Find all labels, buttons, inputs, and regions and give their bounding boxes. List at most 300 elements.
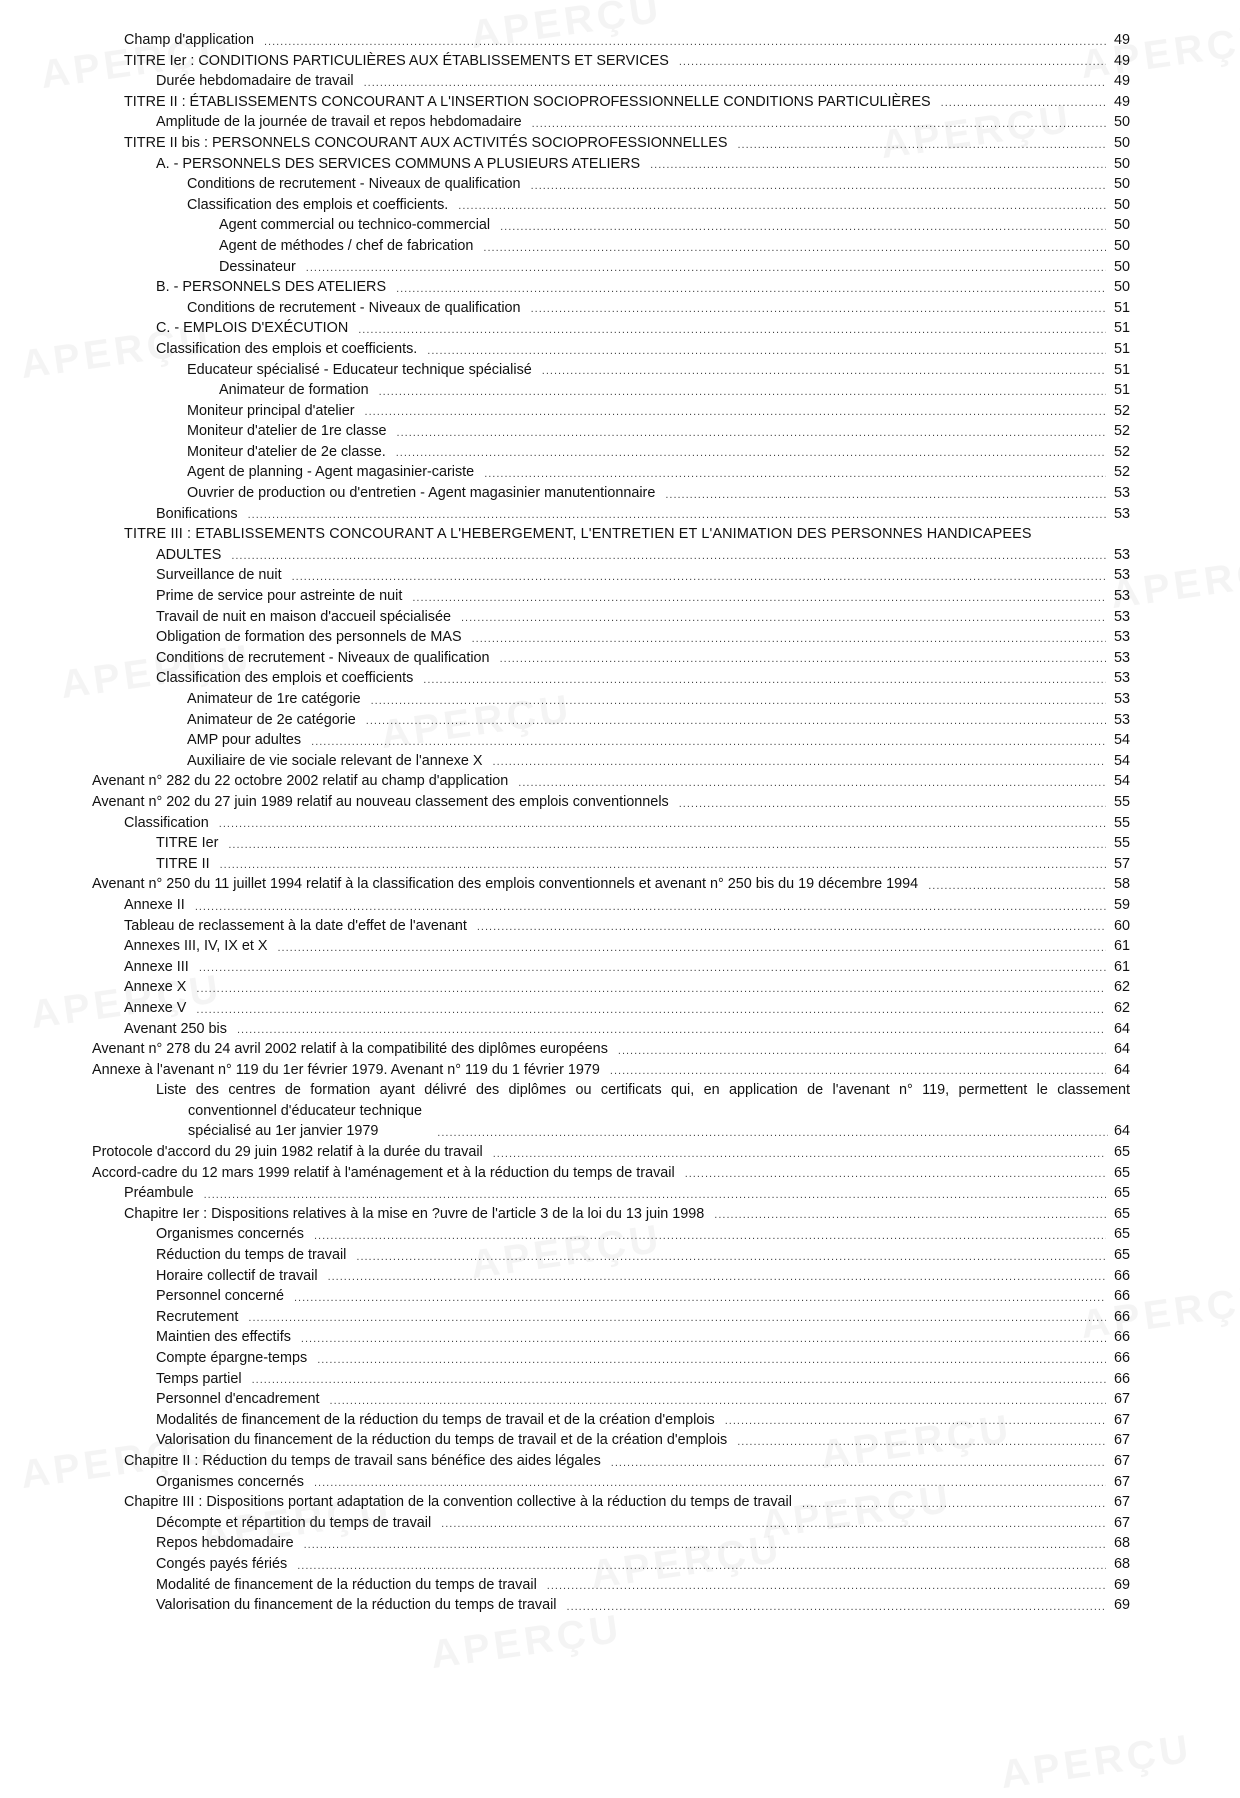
toc-page-number: 67: [1113, 1432, 1130, 1449]
toc-entry[interactable]: [92, 1410, 1130, 1431]
toc-page-number: 54: [1113, 752, 1130, 769]
dot-leader: [301, 1331, 1106, 1348]
toc-page-number: 52: [1113, 464, 1130, 481]
toc-page-number: 53: [1113, 711, 1130, 728]
toc-page-number: 61: [1113, 958, 1130, 975]
toc-entry-text: Compte épargne-temps: [156, 1350, 308, 1366]
dot-leader: [195, 899, 1106, 916]
watermark-text: [998, 1727, 1195, 1798]
toc-entry[interactable]: [92, 1451, 1130, 1472]
toc-entry[interactable]: [92, 565, 1130, 586]
toc-entry[interactable]: [92, 1513, 1130, 1534]
toc-page-number: 50: [1113, 258, 1130, 275]
toc-entry-text: Tableau de reclassement à la date d'effet de l'avenant: [124, 917, 467, 934]
toc-entry-text: Modalité de financement de la réduction du temps de travail: [156, 1576, 537, 1593]
dot-leader: [618, 1043, 1106, 1060]
toc-page-number: 67: [1113, 1452, 1130, 1469]
dot-leader: [304, 1537, 1106, 1554]
toc-entry[interactable]: [92, 462, 1130, 483]
toc-entry-text: Chapitre III : Dispositions portant adaptation de la convention collective à la réduction du temps de travail: [124, 1494, 792, 1511]
toc-page-number: 55: [1113, 835, 1130, 852]
table-of-contents: [92, 30, 1130, 1616]
toc-entry[interactable]: [92, 668, 1130, 689]
toc-entry-text: Réduction du temps de travail: [156, 1247, 347, 1264]
dot-leader: [220, 857, 1106, 874]
toc-page-number: 67: [1113, 1514, 1130, 1531]
toc-block-titre-3-avenants: [92, 545, 1130, 1080]
dot-leader: [248, 1310, 1106, 1327]
toc-entry[interactable]: [92, 854, 1130, 875]
toc-page-number: 51: [1113, 320, 1130, 337]
toc-entry[interactable]: [92, 1492, 1130, 1513]
toc-entry-text: Chapitre Ier : Dispositions relatives à la mise en ?uvre de l'article 3 de la loi du 13 juin 1998: [124, 1205, 705, 1222]
toc-page-number: 66: [1113, 1350, 1130, 1366]
toc-entry-text: Avenant 250 bis: [124, 1020, 227, 1037]
toc-entry[interactable]: [92, 916, 1130, 937]
toc-entry[interactable]: [92, 277, 1130, 298]
toc-page-number: 65: [1113, 1205, 1130, 1222]
toc-entry-text: Annexe à l'avenant n° 119 du 1er février 1979. Avenant n° 119 du 1 février 1979: [92, 1061, 600, 1078]
toc-page-number: 68: [1113, 1535, 1130, 1552]
dot-leader: [314, 1475, 1106, 1492]
dot-leader: [685, 1166, 1106, 1183]
toc-entry-text: Prime de service pour astreinte de nuit: [156, 588, 403, 605]
toc-entry[interactable]: [92, 792, 1130, 813]
toc-page-number: 65: [1113, 1144, 1130, 1161]
toc-block-protocole-accord: [92, 1142, 1130, 1616]
toc-entry-text: Auxiliaire de vie sociale relevant de l'annexe X: [187, 752, 483, 769]
toc-page-number: 50: [1113, 279, 1130, 296]
dot-leader: [500, 651, 1106, 668]
toc-entry-text: TITRE III : ETABLISSEMENTS CONCOURANT A L'HEBERGEMENT, L'ENTRETIEN ET L'ANIMATION DES PERSONNES HANDICAPEES: [124, 526, 1032, 543]
dot-leader: [264, 34, 1106, 51]
toc-page-number: 50: [1113, 176, 1130, 193]
toc-page-number: 68: [1113, 1555, 1130, 1572]
toc-page-number: 52: [1113, 443, 1130, 460]
dot-leader: [518, 775, 1106, 792]
toc-entry-text: TITRE II: [156, 855, 210, 872]
dot-leader: [314, 1228, 1106, 1245]
toc-page-number: 50: [1113, 217, 1130, 234]
toc-entry-text: Agent de planning - Agent magasinier-cariste: [187, 464, 475, 481]
toc-entry-text: Accord-cadre du 12 mars 1999 relatif à l'aménagement et à la réduction du temps de travail: [92, 1164, 675, 1181]
toc-page-number: 53: [1113, 608, 1130, 625]
toc-entry[interactable]: [92, 1575, 1130, 1596]
dot-leader: [252, 1372, 1106, 1389]
toc-page-number: 67: [1113, 1473, 1130, 1490]
toc-entry[interactable]: [92, 1369, 1130, 1390]
dot-leader: [531, 178, 1106, 195]
toc-entry[interactable]: [92, 1204, 1130, 1225]
toc-page-number: 49: [1113, 93, 1130, 110]
toc-page-number: 57: [1113, 855, 1130, 872]
toc-entry-text: Animateur de 2e catégorie: [187, 711, 356, 728]
toc-entry-text: Avenant n° 282 du 22 octobre 2002 relatif au champ d'application: [92, 773, 509, 790]
toc-entry-text: Avenant n° 202 du 27 juin 1989 relatif au nouveau classement des emplois conventionnels: [92, 793, 669, 810]
dot-leader: [437, 1125, 1108, 1142]
dot-leader: [396, 281, 1106, 298]
toc-entry[interactable]: [92, 51, 1130, 72]
toc-page-number: 53: [1113, 670, 1130, 687]
toc-entry-text: Maintien des effectifs: [156, 1329, 291, 1346]
dot-leader: [737, 137, 1106, 154]
toc-entry-text: B. - PERSONNELS DES ATELIERS: [156, 279, 387, 296]
toc-entry[interactable]: [92, 154, 1130, 175]
dot-leader: [317, 1352, 1106, 1369]
toc-entry[interactable]: [92, 401, 1130, 422]
toc-entry-text: Avenant n° 278 du 24 avril 2002 relatif à la compatibilité des diplômes européens: [92, 1041, 608, 1058]
dot-leader: [237, 1022, 1106, 1039]
toc-entry-text: TITRE Ier : CONDITIONS PARTICULIÈRES AUX ÉTABLISSEMENTS ET SERVICES: [124, 52, 669, 69]
toc-entry-text: Moniteur d'atelier de 2e classe.: [187, 443, 386, 460]
toc-entry-text: Durée hebdomadaire de travail: [156, 73, 354, 90]
toc-entry[interactable]: [92, 1142, 1130, 1163]
dot-leader: [493, 1146, 1106, 1163]
dot-leader: [737, 1434, 1106, 1451]
toc-page-number: 53: [1113, 588, 1130, 605]
toc-entry-text: Classification des emplois et coefficients.: [187, 196, 449, 213]
dot-leader: [547, 1578, 1106, 1595]
dot-leader: [802, 1496, 1106, 1513]
toc-entry[interactable]: [92, 133, 1130, 154]
toc-page-number: 64: [1113, 1061, 1130, 1078]
toc-entry[interactable]: [92, 339, 1130, 360]
toc-entry[interactable]: [92, 751, 1130, 772]
toc-entry[interactable]: [92, 1472, 1130, 1493]
toc-entry[interactable]: [92, 1039, 1130, 1060]
dot-leader: [542, 363, 1106, 380]
toc-entry[interactable]: [92, 236, 1130, 257]
dot-leader: [427, 343, 1106, 360]
toc-entry[interactable]: [92, 874, 1130, 895]
toc-entry[interactable]: [92, 92, 1130, 113]
dot-leader: [330, 1393, 1106, 1410]
dot-leader: [665, 487, 1106, 504]
toc-page-number: 49: [1113, 52, 1130, 69]
toc-entry[interactable]: [92, 1307, 1130, 1328]
toc-entry-liste-centres[interactable]: [92, 1080, 1130, 1142]
dot-leader: [412, 590, 1106, 607]
dot-leader: [531, 301, 1106, 318]
toc-page-number: 60: [1113, 917, 1130, 934]
toc-entry[interactable]: [92, 1183, 1130, 1204]
toc-entry[interactable]: [92, 30, 1130, 51]
toc-entry-text: Organismes concernés: [156, 1226, 304, 1243]
toc-page-number: 64: [1113, 1020, 1130, 1037]
toc-entry[interactable]: [92, 318, 1130, 339]
toc-entry-text: Conditions de recrutement - Niveaux de qualification: [187, 299, 521, 316]
toc-entry[interactable]: [92, 1163, 1130, 1184]
dot-leader: [306, 260, 1106, 277]
dot-leader: [248, 507, 1106, 524]
toc-entry-text: Animateur de formation: [219, 382, 369, 399]
toc-page-number: 50: [1113, 155, 1130, 172]
toc-entry[interactable]: [92, 586, 1130, 607]
toc-entry[interactable]: [92, 895, 1130, 916]
toc-page-number: 66: [1113, 1370, 1130, 1387]
toc-entry-text: Conditions de recrutement - Niveaux de qualification: [187, 176, 521, 193]
toc-entry-text: Bonifications: [156, 505, 238, 522]
dot-leader: [396, 445, 1106, 462]
toc-page-number: 55: [1113, 814, 1130, 831]
toc-entry[interactable]: [92, 1430, 1130, 1451]
toc-entry-text: Dessinateur: [219, 258, 296, 275]
toc-entry-text: ADULTES: [156, 546, 222, 563]
dot-leader: [714, 1207, 1106, 1224]
dot-leader: [228, 837, 1106, 854]
dot-leader: [532, 116, 1106, 133]
toc-entry-text: Personnel d'encadrement: [156, 1391, 320, 1408]
toc-entry[interactable]: [92, 1224, 1130, 1245]
toc-entry[interactable]: [92, 771, 1130, 792]
toc-entry-text: Conditions de recrutement - Niveaux de qualification: [156, 649, 490, 666]
toc-entry[interactable]: [92, 257, 1130, 278]
toc-page-number: 67: [1113, 1494, 1130, 1511]
dot-leader: [423, 672, 1106, 689]
toc-page-number: 52: [1113, 402, 1130, 419]
toc-page-number: 53: [1113, 546, 1130, 563]
toc-entry[interactable]: [92, 689, 1130, 710]
toc-page-number: 66: [1113, 1308, 1130, 1325]
toc-entry-text: Repos hebdomadaire: [156, 1535, 294, 1552]
dot-leader: [679, 54, 1106, 71]
toc-entry[interactable]: [92, 1327, 1130, 1348]
dot-leader: [611, 1455, 1106, 1472]
toc-entry[interactable]: [92, 627, 1130, 648]
toc-page-number: 69: [1113, 1597, 1130, 1614]
toc-entry[interactable]: [92, 1348, 1130, 1369]
toc-entry[interactable]: [92, 1533, 1130, 1554]
toc-entry-text: Valorisation du financement de la réduction du temps de travail: [156, 1597, 557, 1614]
toc-page-number: 55: [1113, 793, 1130, 810]
toc-entry[interactable]: [92, 483, 1130, 504]
dot-leader: [477, 919, 1106, 936]
toc-entry-text: TITRE II : ÉTABLISSEMENTS CONCOURANT A L'INSERTION SOCIOPROFESSIONNELLE CONDITIONS PARTICULIÈRES: [124, 93, 931, 110]
toc-entry-text: Classification: [124, 814, 209, 831]
toc-entry[interactable]: [92, 998, 1130, 1019]
toc-entry[interactable]: [92, 1286, 1130, 1307]
toc-entry-text: Classification des emplois et coefficients: [156, 670, 414, 687]
dot-leader: [204, 1187, 1106, 1204]
toc-entry-text: Annexe II: [124, 896, 185, 913]
dot-leader: [397, 425, 1106, 442]
dot-leader: [292, 569, 1106, 586]
dot-leader: [356, 1249, 1106, 1266]
toc-entry-text: Recrutement: [156, 1308, 239, 1325]
toc-page-number: 49: [1113, 32, 1130, 48]
toc-entry-text: Avenant n° 250 du 11 juillet 1994 relatif à la classification des emplois conventionnels et avenant n° 250 bis du 19 décembre 1994: [92, 876, 919, 893]
toc-entry[interactable]: [92, 1389, 1130, 1410]
toc-page-number: 50: [1113, 196, 1130, 213]
toc-entry-text: Congés payés fériés: [156, 1555, 288, 1572]
dot-leader: [365, 404, 1106, 421]
toc-entry[interactable]: [92, 360, 1130, 381]
toc-page-number: 53: [1113, 691, 1130, 707]
toc-entry[interactable]: [92, 648, 1130, 669]
dot-leader: [294, 1290, 1106, 1307]
toc-entry[interactable]: [92, 1245, 1130, 1266]
toc-entry-text: C. - EMPLOIS D'EXÉCUTION: [156, 320, 349, 337]
dot-leader: [366, 713, 1106, 730]
toc-page-number: 53: [1113, 505, 1130, 522]
toc-page-number: 53: [1113, 567, 1130, 584]
toc-entry-line2: [124, 1101, 1130, 1142]
toc-page-number: 64: [1113, 1123, 1130, 1140]
toc-page-number: 67: [1113, 1411, 1130, 1428]
toc-entry-text-line2: conventionnel d'éducateur technique spécialisé au 1er janvier 1979: [188, 1102, 422, 1140]
toc-entry[interactable]: [92, 298, 1130, 319]
toc-entry[interactable]: [92, 977, 1130, 998]
dot-leader: [379, 384, 1106, 401]
toc-page-number: 50: [1113, 114, 1130, 131]
dot-leader: [277, 940, 1106, 957]
dot-leader: [472, 631, 1106, 648]
dot-leader: [461, 610, 1106, 627]
toc-page-number: 62: [1113, 979, 1130, 996]
toc-page-number: 65: [1113, 1164, 1130, 1181]
toc-page-number: 50: [1113, 134, 1130, 151]
toc-entry-text: Modalités de financement de la réduction du temps de travail et de la création d'emplois: [156, 1411, 715, 1428]
toc-entry[interactable]: [92, 545, 1130, 566]
toc-entry-text: Annexe III: [124, 958, 189, 975]
dot-leader: [371, 693, 1106, 710]
toc-entry[interactable]: [92, 112, 1130, 133]
toc-entry[interactable]: [92, 195, 1130, 216]
toc-entry[interactable]: [92, 730, 1130, 751]
toc-page-number: 65: [1113, 1185, 1130, 1202]
toc-entry-text: Animateur de 1re catégorie: [187, 691, 361, 707]
toc-page-number: 66: [1113, 1267, 1130, 1284]
toc-entry[interactable]: [92, 710, 1130, 731]
toc-entry[interactable]: [92, 833, 1130, 854]
toc-entry-text: Temps partiel: [156, 1370, 242, 1387]
toc-entry-text: Annexe X: [124, 979, 187, 996]
dot-leader: [328, 1269, 1106, 1286]
dot-leader: [196, 981, 1106, 998]
toc-entry[interactable]: [92, 174, 1130, 195]
toc-entry-text: Personnel concerné: [156, 1288, 284, 1305]
toc-entry[interactable]: [92, 380, 1130, 401]
toc-entry-text: Agent de méthodes / chef de fabrication: [219, 237, 474, 254]
toc-page-number: 58: [1113, 876, 1130, 893]
toc-entry-titre-iii[interactable]: [92, 524, 1130, 545]
toc-entry-text: Moniteur principal d'atelier: [187, 402, 355, 419]
toc-entry-text: Agent commercial ou technico-commercial: [219, 217, 491, 234]
toc-entry[interactable]: [92, 504, 1130, 525]
toc-entry-text: Obligation de formation des personnels de MAS: [156, 629, 462, 646]
dot-leader: [458, 198, 1106, 215]
toc-page-number: 53: [1113, 485, 1130, 502]
dot-leader: [219, 816, 1106, 833]
toc-entry[interactable]: [92, 1595, 1130, 1616]
toc-page-number: 54: [1113, 773, 1130, 790]
toc-page-number: 51: [1113, 299, 1130, 316]
toc-entry[interactable]: [92, 215, 1130, 236]
toc-page-number: 61: [1113, 938, 1130, 955]
toc-page-number: 54: [1113, 732, 1130, 749]
dot-leader: [484, 466, 1106, 483]
toc-entry[interactable]: [92, 813, 1130, 834]
dot-leader: [441, 1516, 1106, 1533]
toc-entry-text-line1: Liste des centres de formation ayant délivré des diplômes ou certificats qui, en application de l'avenant n° 119, permettent le classement: [156, 1082, 1130, 1099]
dot-leader: [610, 1063, 1106, 1080]
toc-entry-text: Protocole d'accord du 29 juin 1982 relatif à la durée du travail: [92, 1144, 483, 1161]
toc-entry[interactable]: [92, 421, 1130, 442]
dot-leader: [928, 878, 1106, 895]
toc-entry-text: Préambule: [124, 1185, 194, 1202]
dot-leader: [311, 734, 1106, 751]
toc-page-number: 59: [1113, 896, 1130, 913]
toc-entry-text: Annexes III, IV, IX et X: [124, 938, 268, 955]
toc-entry[interactable]: [92, 1266, 1130, 1287]
toc-entry[interactable]: [92, 442, 1130, 463]
dot-leader: [199, 960, 1106, 977]
dot-leader: [650, 157, 1106, 174]
toc-block-titre-1-2: [92, 30, 1130, 524]
toc-entry-text: Classification des emplois et coefficients.: [156, 340, 418, 357]
toc-entry-text: Educateur spécialisé - Educateur technique spécialisé: [187, 361, 532, 378]
toc-page-number: 67: [1113, 1391, 1130, 1408]
toc-page-number: 65: [1113, 1226, 1130, 1243]
toc-entry-text: Chapitre II : Réduction du temps de travail sans bénéfice des aides légales: [124, 1452, 601, 1469]
toc-page-number: 51: [1113, 382, 1130, 399]
dot-leader: [567, 1599, 1106, 1616]
toc-entry-text: TITRE Ier: [156, 835, 219, 852]
dot-leader: [679, 796, 1106, 813]
toc-page-number: 52: [1113, 423, 1130, 440]
toc-entry-text: Valorisation du financement de la réduction du temps de travail et de la création d'emplois: [156, 1432, 728, 1449]
toc-entry[interactable]: [92, 1554, 1130, 1575]
toc-page-number: 62: [1113, 999, 1130, 1016]
watermark-text: [428, 1607, 625, 1678]
dot-leader: [196, 1002, 1106, 1019]
toc-entry-text: Horaire collectif de travail: [156, 1267, 318, 1284]
toc-entry[interactable]: [92, 71, 1130, 92]
dot-leader: [941, 95, 1106, 112]
toc-entry-text: TITRE II bis : PERSONNELS CONCOURANT AUX ACTIVITÉS SOCIOPROFESSIONNELLES: [124, 134, 728, 151]
dot-leader: [364, 75, 1106, 92]
toc-entry-text: Moniteur d'atelier de 1re classe: [187, 423, 387, 440]
toc-entry-text: A. - PERSONNELS DES SERVICES COMMUNS A PLUSIEURS ATELIERS: [156, 155, 641, 172]
toc-entry[interactable]: [92, 1019, 1130, 1040]
toc-entry-text: Amplitude de la journée de travail et repos hebdomadaire: [156, 114, 522, 131]
toc-page-number: 69: [1113, 1576, 1130, 1593]
toc-entry-text: Décompte et répartition du temps de travail: [156, 1514, 432, 1531]
dot-leader: [493, 754, 1106, 771]
toc-page-number: 50: [1113, 237, 1130, 254]
toc-page-number: 51: [1113, 340, 1130, 357]
dot-leader: [231, 548, 1106, 565]
toc-entry-text: Annexe V: [124, 999, 187, 1016]
toc-entry-text: Organismes concernés: [156, 1473, 304, 1490]
toc-entry[interactable]: [92, 607, 1130, 628]
toc-entry-text: Travail de nuit en maison d'accueil spécialisée: [156, 608, 451, 625]
toc-entry-text: Surveillance de nuit: [156, 567, 282, 584]
dot-leader: [358, 322, 1106, 339]
toc-entry[interactable]: [92, 1060, 1130, 1081]
toc-page-number: 53: [1113, 629, 1130, 646]
toc-page-number: 49: [1113, 73, 1130, 90]
dot-leader: [483, 240, 1106, 257]
toc-page-number: 51: [1113, 361, 1130, 378]
dot-leader: [297, 1558, 1106, 1575]
toc-page-number: 65: [1113, 1247, 1130, 1264]
dot-leader: [500, 219, 1106, 236]
toc-page-number: 66: [1113, 1329, 1130, 1346]
toc-page-number: 53: [1113, 649, 1130, 666]
toc-entry[interactable]: [92, 936, 1130, 957]
toc-entry[interactable]: [92, 957, 1130, 978]
